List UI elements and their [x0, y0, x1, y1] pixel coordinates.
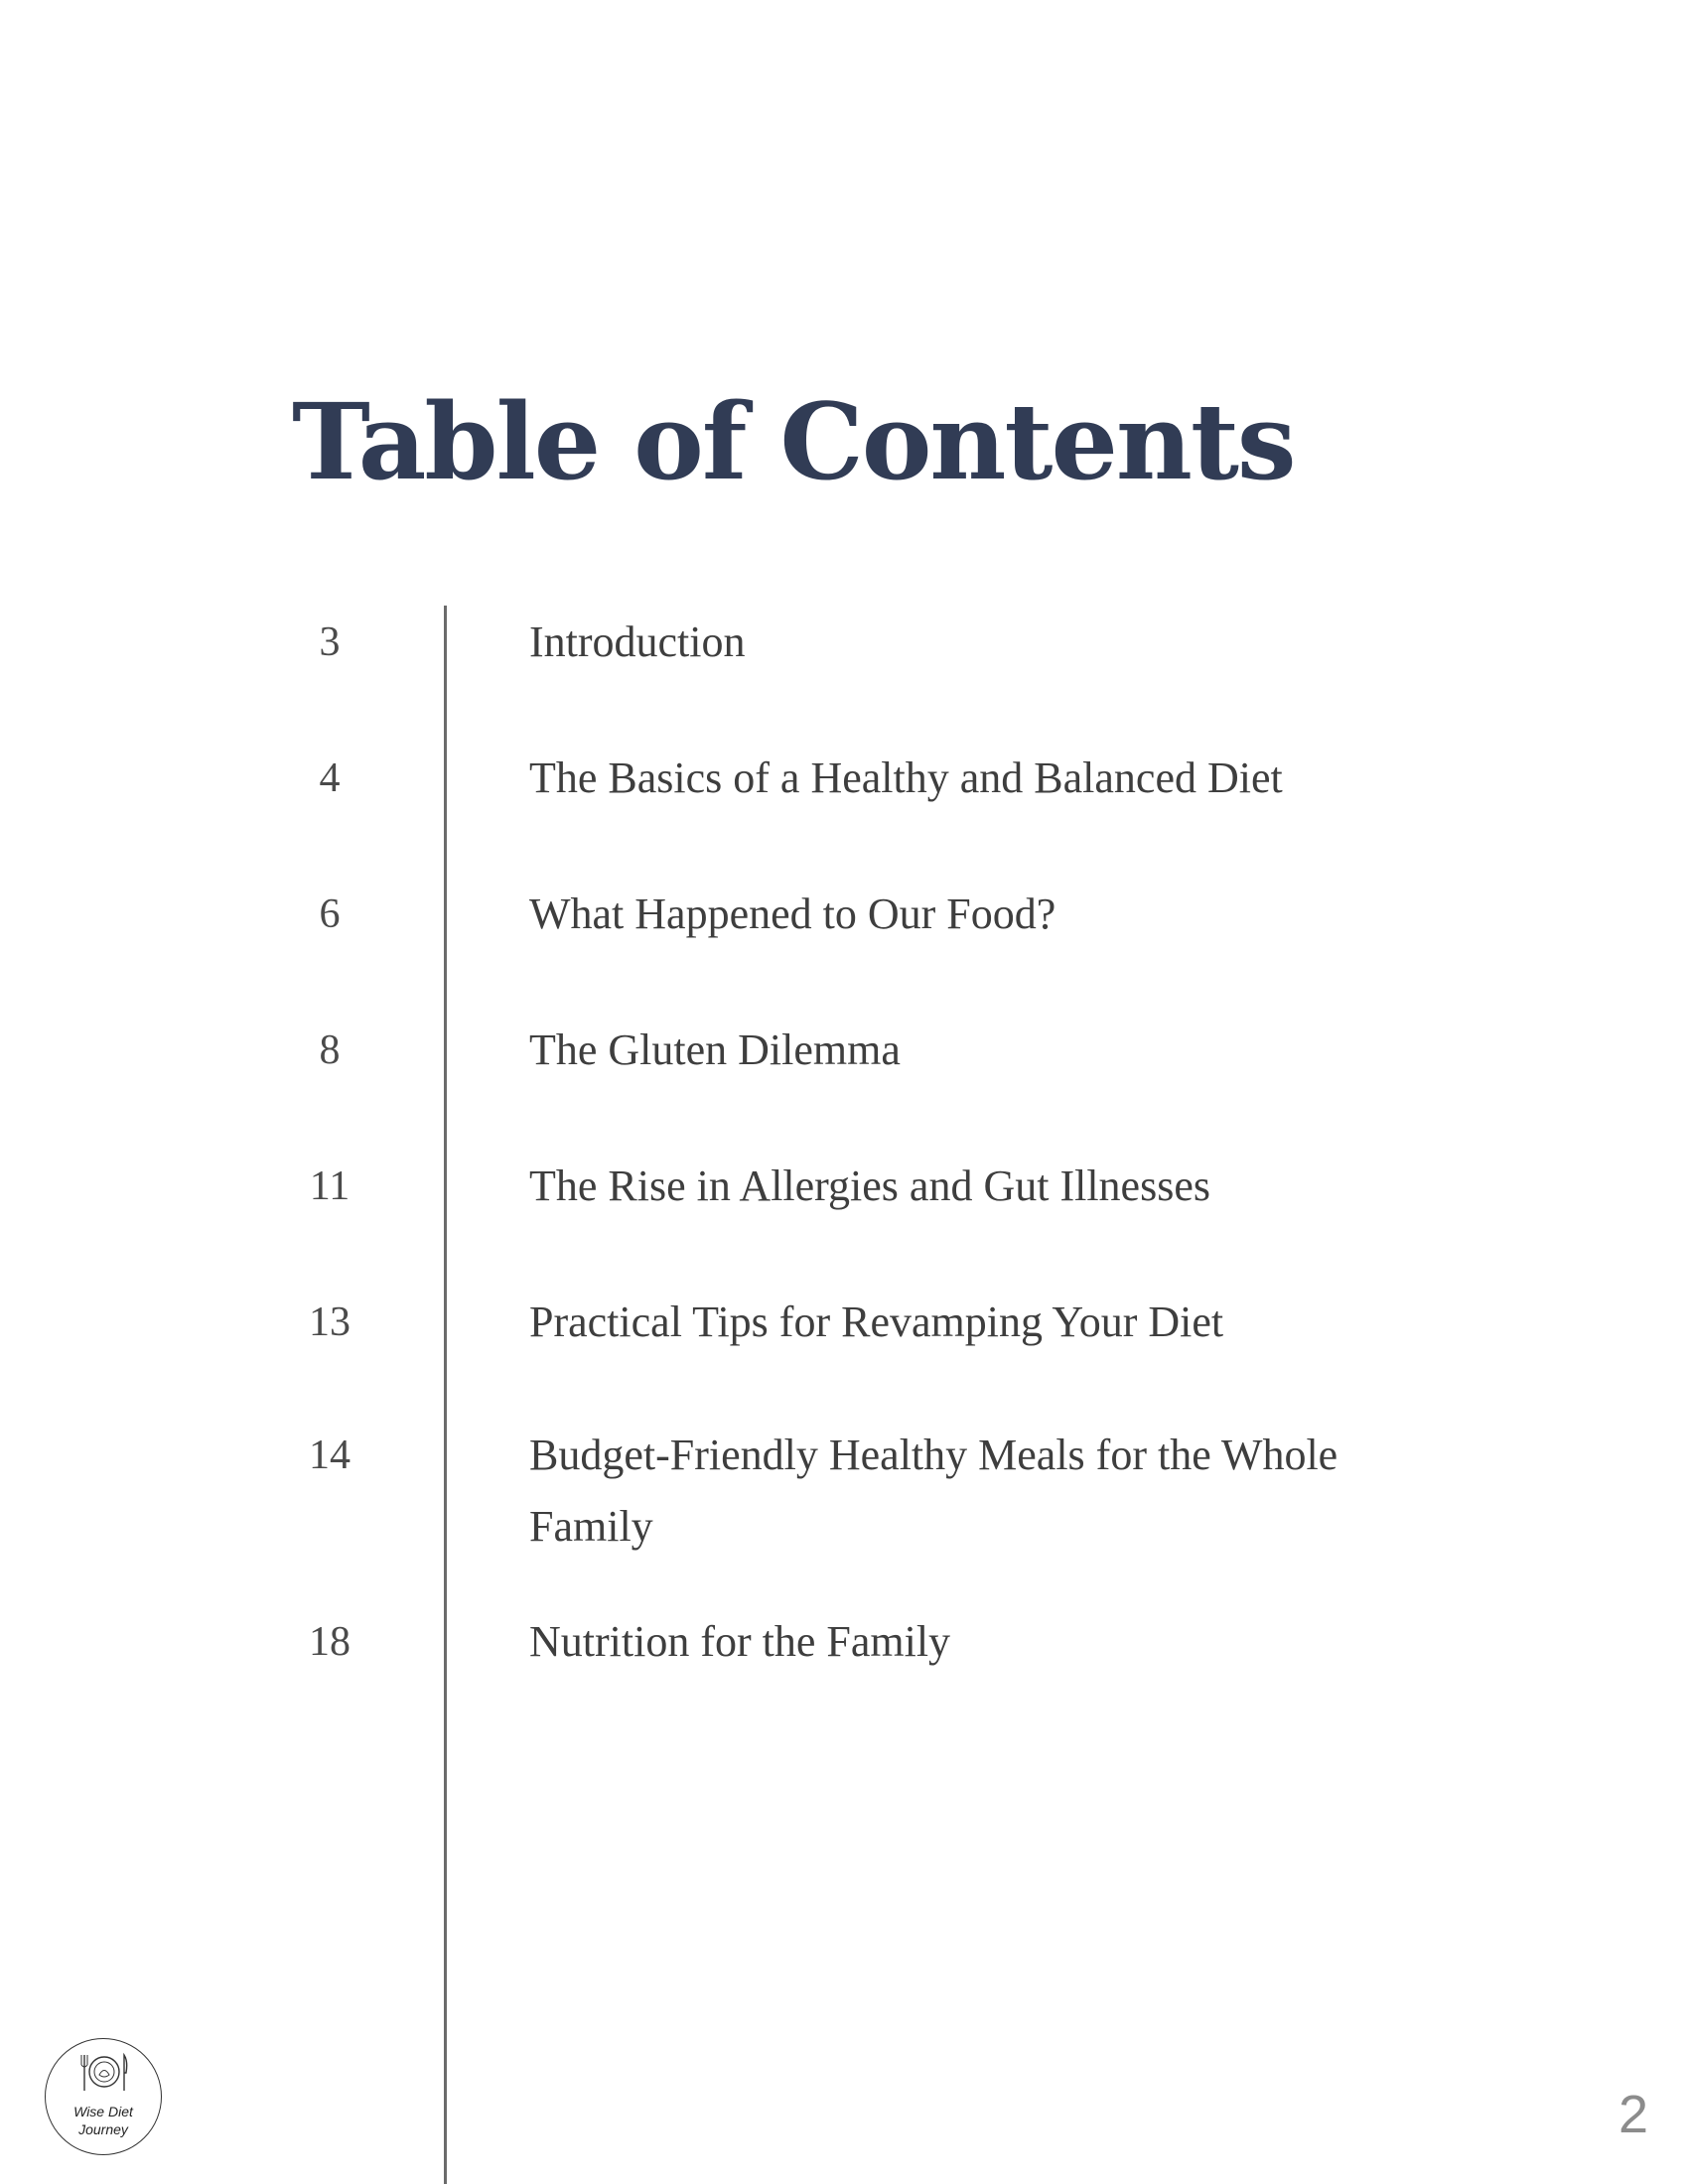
toc-entry-title[interactable]: Nutrition for the Family — [529, 1617, 951, 1666]
toc-entry-title[interactable]: The Basics of a Healthy and Balanced Diet — [529, 753, 1283, 802]
toc-entry-title[interactable]: Introduction — [529, 617, 746, 666]
brand-logo — [45, 2038, 162, 2155]
toc-entry-title[interactable]: The Rise in Allergies and Gut Illnesses — [529, 1161, 1210, 1210]
toc-page-number: 8 — [319, 1027, 341, 1073]
toc-page-number: 13 — [309, 1299, 351, 1345]
toc-entry-title[interactable]: The Gluten Dilemma — [529, 1025, 901, 1074]
toc-entry-title[interactable]: What Happened to Our Food? — [529, 889, 1056, 938]
toc-page-number: 18 — [309, 1619, 351, 1665]
toc-page-number: 4 — [319, 755, 341, 801]
toc-page-number: 6 — [319, 891, 341, 937]
toc-page-number: 11 — [309, 1163, 351, 1209]
logo-text — [46, 2103, 161, 2138]
toc-page-number: 14 — [309, 1433, 351, 1478]
logo-text-line: Wise Diet — [73, 2104, 133, 2119]
page-title: Table of Contents — [292, 379, 1295, 503]
page-number: 2 — [1618, 2085, 1648, 2144]
plate-fork-knife-icon — [78, 2049, 130, 2095]
logo-text-line: Journey — [78, 2121, 128, 2137]
toc-page-number: 3 — [319, 619, 341, 665]
toc-entry-title[interactable]: Budget-Friendly Healthy Meals for the Whole Family — [529, 1431, 1338, 1551]
toc-divider — [444, 606, 447, 2184]
toc-entry-title[interactable]: Practical Tips for Revamping Your Diet — [529, 1297, 1224, 1346]
